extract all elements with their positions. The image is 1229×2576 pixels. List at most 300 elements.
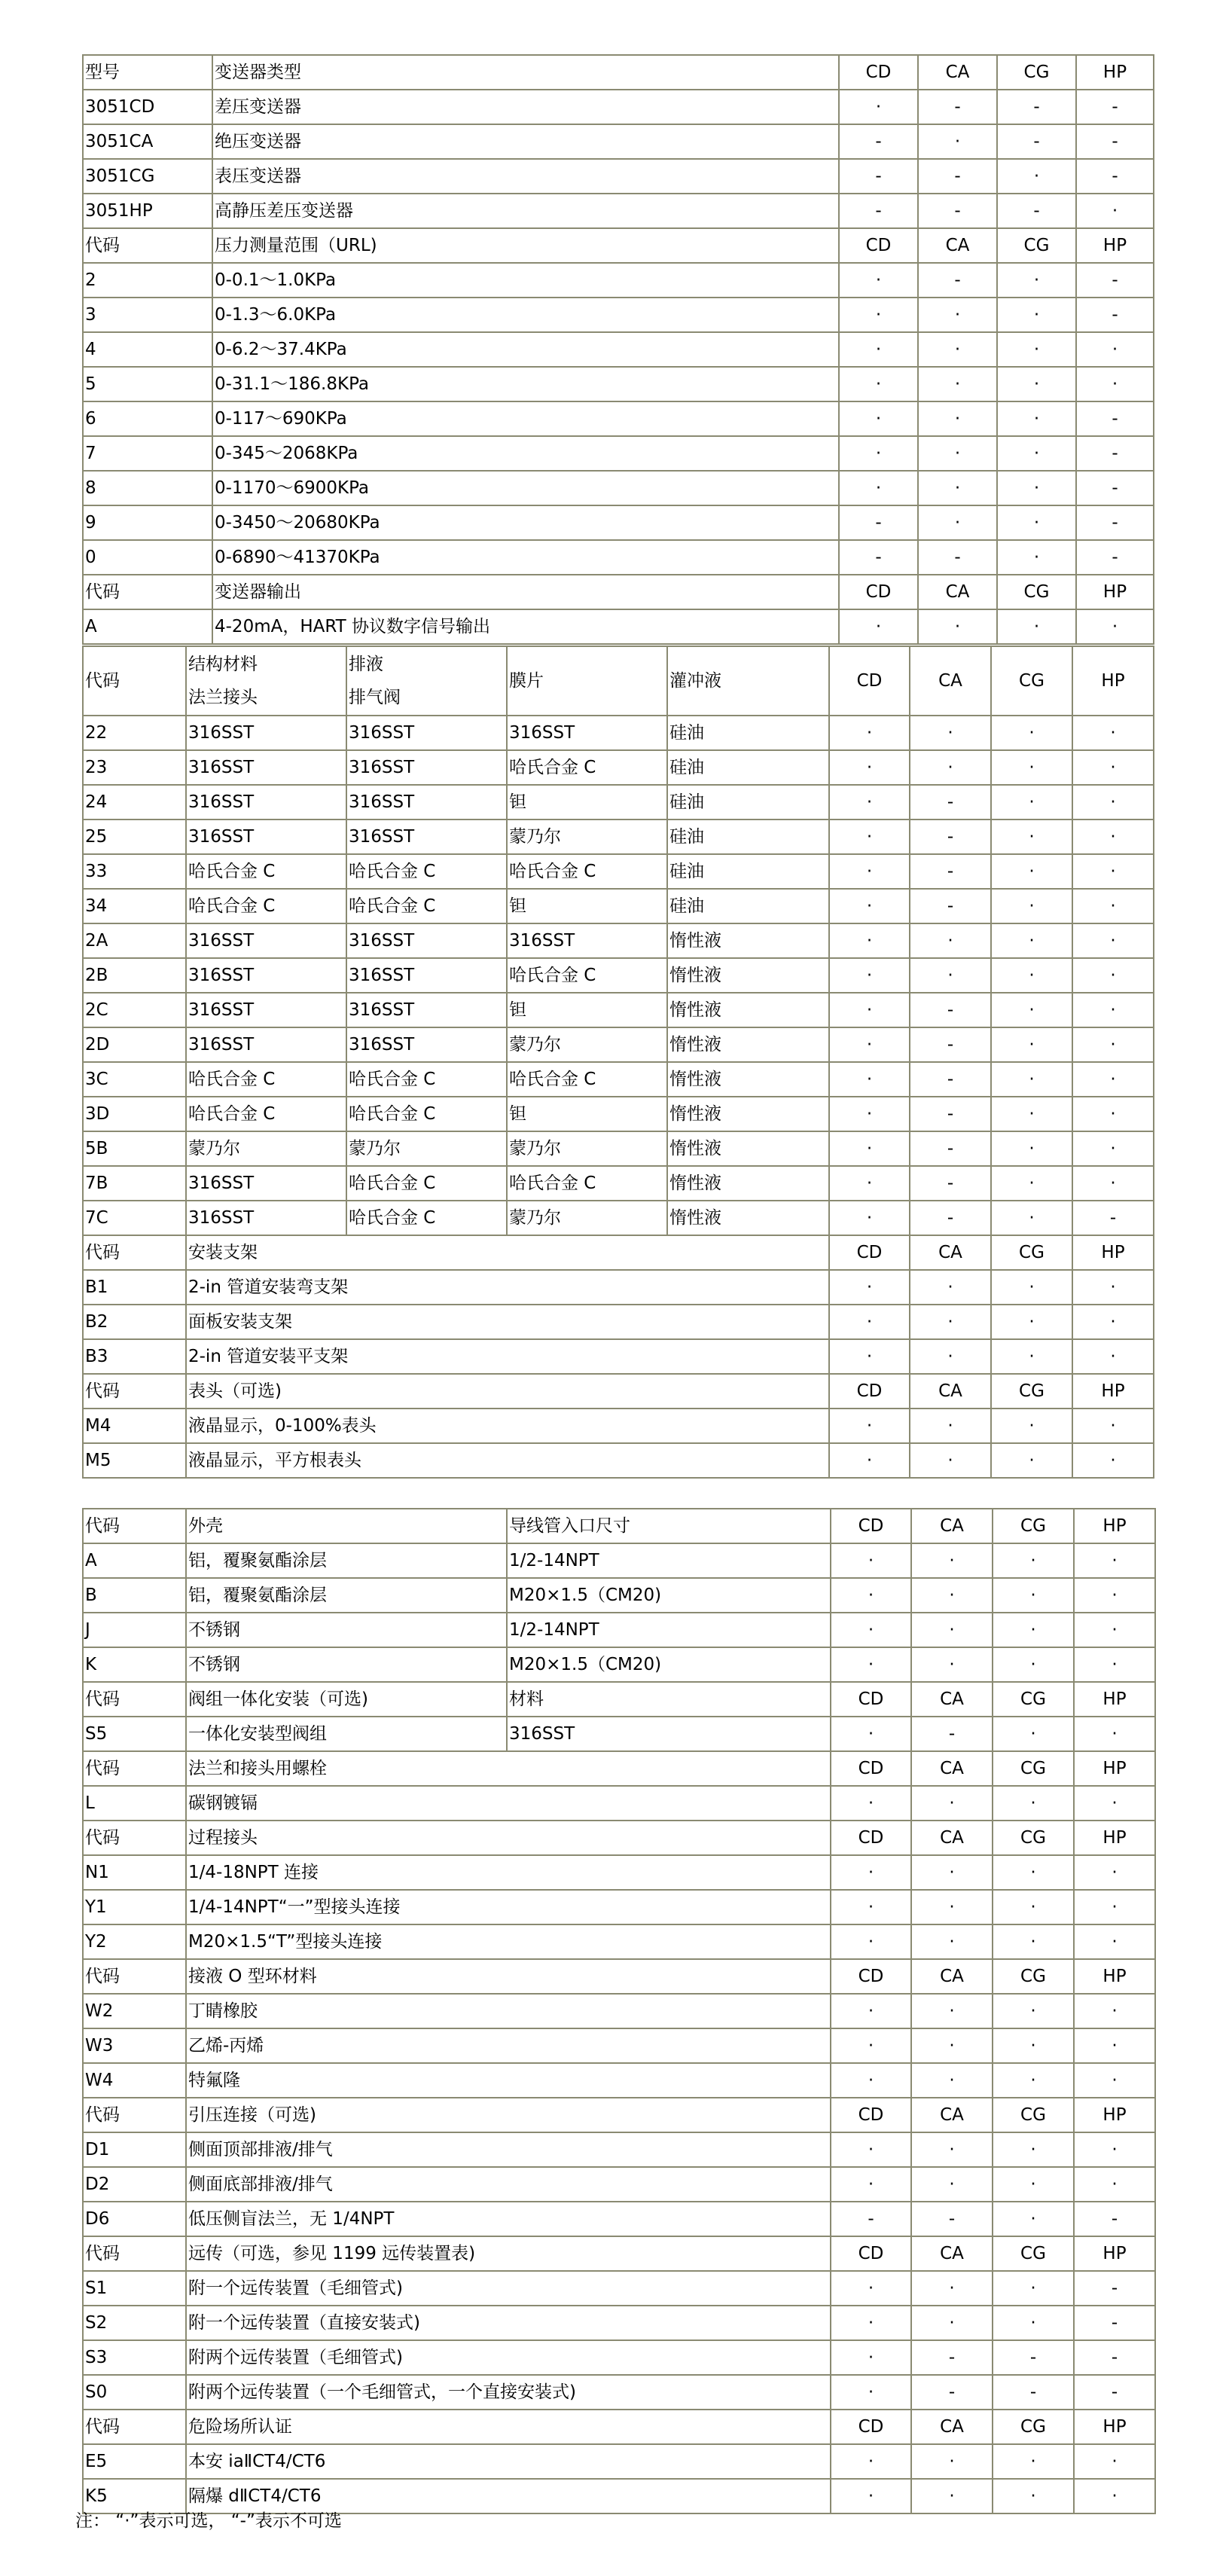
code-cell: 5 [83, 367, 212, 401]
ca-cell: · [911, 2444, 993, 2479]
cd-cell: · [829, 750, 910, 785]
cd-cell: - [839, 159, 918, 194]
mat-cell: 哈氏合金 C [186, 1062, 346, 1097]
code-cell: S1 [83, 2271, 186, 2306]
table-row [83, 263, 1154, 298]
hp-cell: · [1072, 1062, 1154, 1097]
ca-cell: - [911, 2340, 993, 2375]
code-cell: 代码 [83, 575, 212, 609]
code-cell: K5 [83, 2479, 186, 2513]
ca-cell: · [910, 958, 991, 993]
code-cell: A [83, 1543, 186, 1578]
hp-cell: HP [1074, 2410, 1155, 2444]
drain-cell: 316SST [346, 958, 507, 993]
cd-cell: · [829, 1409, 910, 1443]
code-cell: K [83, 1647, 186, 1682]
ca-cell: - [910, 1166, 991, 1201]
ca-cell: · [918, 124, 997, 159]
hp-cell: - [1076, 298, 1154, 332]
desc-cell: 引压连接（可选) [186, 2098, 831, 2132]
table-row [83, 436, 1154, 471]
desc-cell: 4-20mA，HART 协议数字信号输出 [212, 609, 839, 644]
table-row [83, 1270, 1154, 1305]
hp-cell: · [1072, 1305, 1154, 1339]
table-row [83, 1924, 1155, 1959]
code-cell: 型号 [83, 55, 212, 90]
ca-cell: · [910, 716, 991, 750]
desc-cell: 1/4-14NPT“一”型接头连接 [186, 1890, 831, 1924]
hp-cell: · [1074, 1890, 1155, 1924]
hp-cell: · [1072, 993, 1154, 1027]
code-cell: 2A [83, 923, 186, 958]
table-row [83, 2410, 1155, 2444]
ca-cell: CA [911, 1959, 993, 1994]
hp-cell: - [1076, 90, 1154, 124]
code-cell: 8 [83, 471, 212, 505]
cg-cell: · [991, 1409, 1072, 1443]
drain-cell: 316SST [346, 1027, 507, 1062]
fill-cell: 惰性液 [667, 1201, 829, 1235]
code-cell: 0 [83, 540, 212, 575]
cg-cell: · [991, 1097, 1072, 1131]
hp-cell: HP [1074, 2098, 1155, 2132]
ca-cell: · [911, 1613, 993, 1647]
cg-cell: - [997, 90, 1076, 124]
ca-cell: - [911, 2375, 993, 2410]
ca-cell: CA [911, 1682, 993, 1717]
code-cell: 2B [83, 958, 186, 993]
t2-body [83, 646, 1154, 1478]
drain-cell: 蒙乃尔 [346, 1131, 507, 1166]
dia-cell: 316SST [507, 923, 667, 958]
ca-cell: · [911, 1924, 993, 1959]
cd-cell: · [829, 1027, 910, 1062]
ca-cell: - [910, 889, 991, 923]
cd-cell: - [839, 540, 918, 575]
hp-cell: - [1074, 2306, 1155, 2340]
dia-cell: 钽 [507, 993, 667, 1027]
code-cell: 3D [83, 1097, 186, 1131]
cd-cell: · [829, 1131, 910, 1166]
mat-cell: 316SST [186, 1201, 346, 1235]
mat-cell: 哈氏合金 C [186, 854, 346, 889]
ca-cell: - [918, 540, 997, 575]
desc-cell: 丁睛橡胶 [186, 1994, 831, 2028]
hp-cell: · [1072, 923, 1154, 958]
hp-cell: HP [1076, 228, 1154, 263]
cd-cell: · [831, 2306, 911, 2340]
dia-cell: 钽 [507, 1097, 667, 1131]
mat-cell: 蒙乃尔 [186, 1131, 346, 1166]
ca-cell: · [918, 332, 997, 367]
table-row [83, 1305, 1154, 1339]
cd-cell: - [839, 124, 918, 159]
code-cell: 代码 [83, 1509, 186, 1543]
cg-cell: · [991, 854, 1072, 889]
desc-cell: 2-in 管道安装平支架 [186, 1339, 829, 1374]
table-row [83, 298, 1154, 332]
cg-cell: · [991, 1027, 1072, 1062]
fill-cell: 硅油 [667, 716, 829, 750]
code-cell: D2 [83, 2167, 186, 2202]
cg-cell: · [991, 1062, 1072, 1097]
hp-cell: · [1076, 332, 1154, 367]
code-cell: 22 [83, 716, 186, 750]
ca-cell: · [911, 1994, 993, 2028]
cg-cell: · [993, 1890, 1074, 1924]
hp-cell: - [1076, 263, 1154, 298]
ca-cell: · [911, 2271, 993, 2306]
table-row [83, 716, 1154, 750]
ca-cell: - [910, 1027, 991, 1062]
desc-cell: 阀组一体化安装（可选) [186, 1682, 507, 1717]
cg-cell: · [997, 540, 1076, 575]
desc-cell: 液晶显示，平方根表头 [186, 1443, 829, 1478]
cd-cell: · [829, 1339, 910, 1374]
ca-cell: · [911, 1855, 993, 1890]
dia-cell: 哈氏合金 C [507, 854, 667, 889]
cd-cell: · [831, 1578, 911, 1613]
cg-cell: · [991, 1305, 1072, 1339]
code-cell: M4 [83, 1409, 186, 1443]
cg-cell: CG [991, 1235, 1072, 1270]
table-row [83, 993, 1154, 1027]
ca-cell: - [910, 993, 991, 1027]
ca-cell: CA [910, 1374, 991, 1409]
hp-cell: · [1074, 1924, 1155, 1959]
cg-cell: · [991, 958, 1072, 993]
code-cell: B2 [83, 1305, 186, 1339]
cg-cell: · [991, 785, 1072, 819]
table-row [83, 540, 1154, 575]
t3-body [83, 1509, 1155, 2513]
table-row [83, 1751, 1155, 1786]
mat-cell: 316SST [186, 1027, 346, 1062]
hp-cell: · [1072, 1443, 1154, 1478]
ca-cell: · [911, 1786, 993, 1821]
dia-cell: 钽 [507, 785, 667, 819]
code-cell: W2 [83, 1994, 186, 2028]
ca-cell: - [910, 1201, 991, 1235]
table-row [83, 55, 1154, 90]
ca-cell: · [911, 2028, 993, 2063]
cg-cell: · [997, 332, 1076, 367]
drain-cell: 316SST [346, 785, 507, 819]
code-cell: 3051CD [83, 90, 212, 124]
hp-cell: HP [1074, 1751, 1155, 1786]
hp-cell: HP [1074, 1959, 1155, 1994]
hp-cell: - [1076, 471, 1154, 505]
ca-cell: · [911, 1647, 993, 1682]
hp-cell: · [1072, 1270, 1154, 1305]
ca-cell: - [918, 263, 997, 298]
ca-cell: · [910, 1270, 991, 1305]
fill-cell: 硅油 [667, 785, 829, 819]
hp-cell: · [1074, 2063, 1155, 2098]
hp-cell: · [1076, 367, 1154, 401]
cd-cell: · [839, 471, 918, 505]
hp-cell: - [1074, 2340, 1155, 2375]
ca-cell: - [910, 854, 991, 889]
hp-cell: · [1074, 1543, 1155, 1578]
mat-cell: 316SST [186, 750, 346, 785]
ca-cell: CA [918, 228, 997, 263]
t1-body [83, 55, 1154, 644]
cg-cell: · [997, 159, 1076, 194]
desc-cell: 接液 O 型环材料 [186, 1959, 831, 1994]
cd-cell: · [829, 958, 910, 993]
ca-cell: - [910, 785, 991, 819]
dia-cell: 蒙乃尔 [507, 1027, 667, 1062]
ca-cell: CA [911, 2236, 993, 2271]
table-row [83, 854, 1154, 889]
table-row [83, 367, 1154, 401]
hp-cell: · [1076, 194, 1154, 228]
code-cell: 5B [83, 1131, 186, 1166]
hp-cell: · [1072, 716, 1154, 750]
hp-cell: · [1074, 2167, 1155, 2202]
fill-cell: 硅油 [667, 889, 829, 923]
table-row [83, 1994, 1155, 2028]
code-cell: B3 [83, 1339, 186, 1374]
hp-cell: · [1074, 2444, 1155, 2479]
housing-options-table [82, 1508, 1156, 2514]
desc-cell: 1/4-18NPT 连接 [186, 1855, 831, 1890]
desc-cell: 附一个远传装置（直接安装式) [186, 2306, 831, 2340]
table-row [83, 1027, 1154, 1062]
fill-cell: 惰性液 [667, 923, 829, 958]
ca-cell: CA [918, 575, 997, 609]
drain-cell: 哈氏合金 C [346, 1166, 507, 1201]
hp-cell: HP [1074, 1509, 1155, 1543]
cg-cell: · [997, 471, 1076, 505]
hp-cell: · [1072, 889, 1154, 923]
desc-cell: 隔爆 dⅡCT4/CT6 [186, 2479, 831, 2513]
desc-cell: 0-31.1～186.8KPa [212, 367, 839, 401]
cd-cell: · [831, 1613, 911, 1647]
code-cell: N1 [83, 1855, 186, 1890]
table-row [83, 1786, 1155, 1821]
code-cell: S5 [83, 1717, 186, 1751]
cd-cell: · [829, 1201, 910, 1235]
ca-cell: · [910, 1339, 991, 1374]
hp-cell: - [1076, 159, 1154, 194]
header-fill: 灌冲液 [667, 646, 829, 716]
cd-cell: - [839, 194, 918, 228]
desc-cell: 变送器类型 [212, 55, 839, 90]
cg-cell: · [993, 1613, 1074, 1647]
ca-cell: - [918, 194, 997, 228]
table-row [83, 1374, 1154, 1409]
cd-cell: CD [829, 1374, 910, 1409]
desc-cell: 0-345～2068KPa [212, 436, 839, 471]
cd-cell: · [831, 1890, 911, 1924]
header-hp: HP [1072, 646, 1154, 716]
cg-cell: · [993, 2479, 1074, 2513]
ca-cell: - [918, 90, 997, 124]
cd-cell: · [829, 1270, 910, 1305]
desc-cell: 铝，覆聚氨酯涂层 [186, 1578, 507, 1613]
hp-cell: - [1076, 401, 1154, 436]
drain-cell: 316SST [346, 716, 507, 750]
cg-cell: · [993, 2167, 1074, 2202]
fill-cell: 惰性液 [667, 993, 829, 1027]
cd-cell: · [831, 2132, 911, 2167]
header-ca: CA [910, 646, 991, 716]
fill-cell: 硅油 [667, 750, 829, 785]
cd-cell: · [829, 923, 910, 958]
cg-cell: CG [991, 1374, 1072, 1409]
code-cell: 3051HP [83, 194, 212, 228]
desc-cell: 差压变送器 [212, 90, 839, 124]
table-row [83, 1647, 1155, 1682]
cd-cell: CD [839, 575, 918, 609]
drain-cell: 316SST [346, 993, 507, 1027]
cg-cell: · [997, 367, 1076, 401]
code-cell: 2D [83, 1027, 186, 1062]
cd-cell: · [829, 993, 910, 1027]
cg-cell: - [993, 2375, 1074, 2410]
table-row [83, 1682, 1155, 1717]
table-row [83, 1717, 1155, 1751]
desc-cell: 不锈钢 [186, 1647, 507, 1682]
header-code: 代码 [83, 646, 186, 716]
fill-cell: 硅油 [667, 854, 829, 889]
ca-cell: · [911, 1890, 993, 1924]
ca-cell: · [918, 471, 997, 505]
cg-cell: · [993, 1855, 1074, 1890]
mat-cell: 316SST [186, 785, 346, 819]
cd-cell: · [831, 2063, 911, 2098]
cg-cell: · [991, 1166, 1072, 1201]
ca-cell: - [911, 2202, 993, 2236]
ca-cell: · [918, 436, 997, 471]
cg-cell: CG [993, 1821, 1074, 1855]
cg-cell: · [991, 1339, 1072, 1374]
cg-cell: · [993, 1543, 1074, 1578]
table-row [83, 1855, 1155, 1890]
desc-cell: 不锈钢 [186, 1613, 507, 1647]
cd-cell: · [829, 889, 910, 923]
desc-cell: 碳钢镀镉 [186, 1786, 831, 1821]
cd-cell: CD [831, 1682, 911, 1717]
ca-cell: · [918, 505, 997, 540]
cd-cell: · [831, 2271, 911, 2306]
cg-cell: · [993, 1647, 1074, 1682]
dia-cell: 蒙乃尔 [507, 1201, 667, 1235]
hp-cell: · [1072, 854, 1154, 889]
desc-cell: 绝压变送器 [212, 124, 839, 159]
table-row [83, 1235, 1154, 1270]
hp-cell: · [1074, 2028, 1155, 2063]
hp-cell: HP [1074, 2236, 1155, 2271]
drain-cell: 哈氏合金 C [346, 854, 507, 889]
desc-cell: 2-in 管道安装弯支架 [186, 1270, 829, 1305]
mat-cell: 316SST [186, 716, 346, 750]
table-row [83, 401, 1154, 436]
dia-cell: 316SST [507, 716, 667, 750]
cg-cell: · [993, 1786, 1074, 1821]
cg-cell: · [997, 298, 1076, 332]
hp-cell: · [1072, 785, 1154, 819]
header-material: 结构材料 法兰接头 [186, 646, 346, 716]
code-cell: 7 [83, 436, 212, 471]
drain-cell: 316SST [346, 750, 507, 785]
code-cell: 2 [83, 263, 212, 298]
table-row [83, 923, 1154, 958]
hp-cell: · [1074, 1647, 1155, 1682]
extra-cell: 导线管入口尺寸 [507, 1509, 831, 1543]
code-cell: L [83, 1786, 186, 1821]
table-row [83, 2202, 1155, 2236]
cg-cell: · [997, 609, 1076, 644]
cd-cell: · [839, 401, 918, 436]
desc-cell: 压力测量范围（URL) [212, 228, 839, 263]
table-row [83, 750, 1154, 785]
extra-cell: M20×1.5（CM20) [507, 1647, 831, 1682]
table-row [83, 1543, 1155, 1578]
hp-cell: · [1074, 1717, 1155, 1751]
ca-cell: · [911, 2479, 993, 2513]
fill-cell: 惰性液 [667, 1131, 829, 1166]
cd-cell: CD [831, 2098, 911, 2132]
code-cell: 34 [83, 889, 186, 923]
hp-cell: · [1076, 609, 1154, 644]
dia-cell: 哈氏合金 C [507, 1062, 667, 1097]
hp-cell: - [1074, 2271, 1155, 2306]
table-row [83, 2340, 1155, 2375]
cd-cell: CD [831, 1959, 911, 1994]
cg-cell: · [993, 2202, 1074, 2236]
table-row [83, 889, 1154, 923]
desc-cell: 附两个远传装置（一个毛细管式，一个直接安装式) [186, 2375, 831, 2410]
ca-cell: · [911, 1578, 993, 1613]
fill-cell: 惰性液 [667, 1166, 829, 1201]
table-row [83, 2236, 1155, 2271]
cg-cell: · [993, 1717, 1074, 1751]
cd-cell: · [831, 1786, 911, 1821]
desc-cell: 法兰和接头用螺栓 [186, 1751, 831, 1786]
desc-cell: 乙烯-丙烯 [186, 2028, 831, 2063]
mat-cell: 316SST [186, 923, 346, 958]
desc-cell: 液晶显示，0-100%表头 [186, 1409, 829, 1443]
hp-cell: - [1072, 1201, 1154, 1235]
drain-cell: 哈氏合金 C [346, 889, 507, 923]
code-cell: Y2 [83, 1924, 186, 1959]
code-cell: 代码 [83, 1959, 186, 1994]
cd-cell: · [831, 2167, 911, 2202]
code-cell: S2 [83, 2306, 186, 2340]
cg-cell: · [997, 436, 1076, 471]
cd-cell: · [839, 263, 918, 298]
table-row [83, 1613, 1155, 1647]
code-cell: 6 [83, 401, 212, 436]
t2-header-row [83, 646, 1154, 716]
hp-cell: HP [1074, 1821, 1155, 1855]
code-cell: 7C [83, 1201, 186, 1235]
ca-cell: - [910, 1131, 991, 1166]
cg-cell: · [991, 750, 1072, 785]
ca-cell: · [910, 1409, 991, 1443]
ca-cell: · [911, 2063, 993, 2098]
cd-cell: · [839, 367, 918, 401]
ca-cell: · [910, 750, 991, 785]
cd-cell: · [831, 2479, 911, 2513]
dia-cell: 哈氏合金 C [507, 958, 667, 993]
cg-cell: · [991, 716, 1072, 750]
desc-cell: 侧面底部排液/排气 [186, 2167, 831, 2202]
code-cell: A [83, 609, 212, 644]
